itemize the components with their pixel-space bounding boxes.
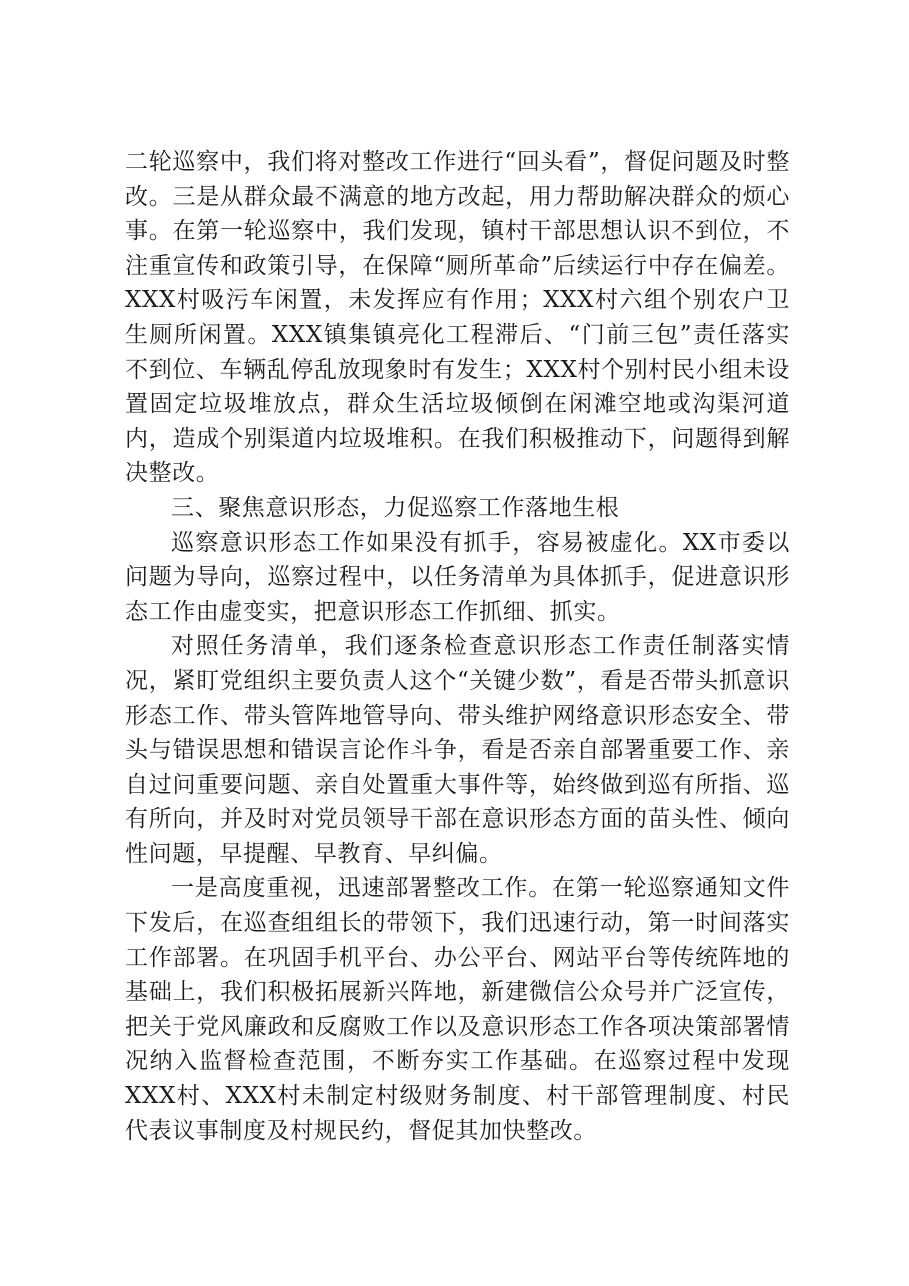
paragraph-ideology-intro: 巡察意识形态工作如果没有抓手，容易被虚化。XX市委以问题为导向，巡察过程中，以任务清单为具体抓手，促进意识形态工作由虚变实，把意识形态工作抓细、抓实。 — [125, 529, 790, 625]
paragraph-continuation: 二轮巡察中，我们将对整改工作进行“回头看”，督促问题及时整改。三是从群众最不满意的地方改起，用力帮助解决群众的烦心事。在第一轮巡察中，我们发现，镇村干部思想认识不到位，不注重宣传和政策引导，在保障“厕所革命”后续运行中存在偏差。XXX村吸污车闲置，未发挥应有作用；XXX村六组个别农户卫生厕所闲置。XXX镇集镇亮化工程滞后、“门前三包”责任落实不到位、车辆乱停乱放现象时有发生；XXX村个别村民小组未设置固定垃圾堆放点，群众生活垃圾倾倒在闲滩空地或沟渠河道内，造成个别渠道内垃圾堆积。在我们积极推动下，问题得到解决整改。 — [125, 149, 790, 487]
paragraph-rectification: 一是高度重视，迅速部署整改工作。在第一轮巡察通知文件下发后，在巡查组组长的带领下，我们迅速行动，第一时间落实工作部署。在巩固手机平台、办公平台、网站平台等传统阵地的基础上，我们积极拓展新兴阵地，新建微信公众号并广泛宣传，把关于党风廉政和反腐败工作以及意识形态工作各项决策部署情况纳入监督检查范围，不断夯实工作基础。在巡察过程中发现XXX村、XXX村未制定村级财务制度、村干部管理制度、村民代表议事制度及村规民约，督促其加快整改。 — [125, 875, 790, 1144]
section-heading: 三、聚焦意识形态，力促巡察工作落地生根 — [171, 494, 620, 521]
paragraph-task-checklist: 对照任务清单，我们逐条检查意识形态工作责任制落实情况，紧盯党组织主要负责人这个“关键少数”，看是否带头抓意识形态工作、带头管阵地管导向、带头维护网络意识形态安全、带头与错误思想和错误言论作斗争，看是否亲自部署重要工作、亲自过问重要问题、亲自处置重大事件等，始终做到巡有所指、巡有所向，并及时对党员领导干部在意识形态方面的苗头性、倾向性问题，早提醒、早教育、早纠偏。 — [125, 633, 790, 867]
document-body — [125, 145, 790, 1148]
